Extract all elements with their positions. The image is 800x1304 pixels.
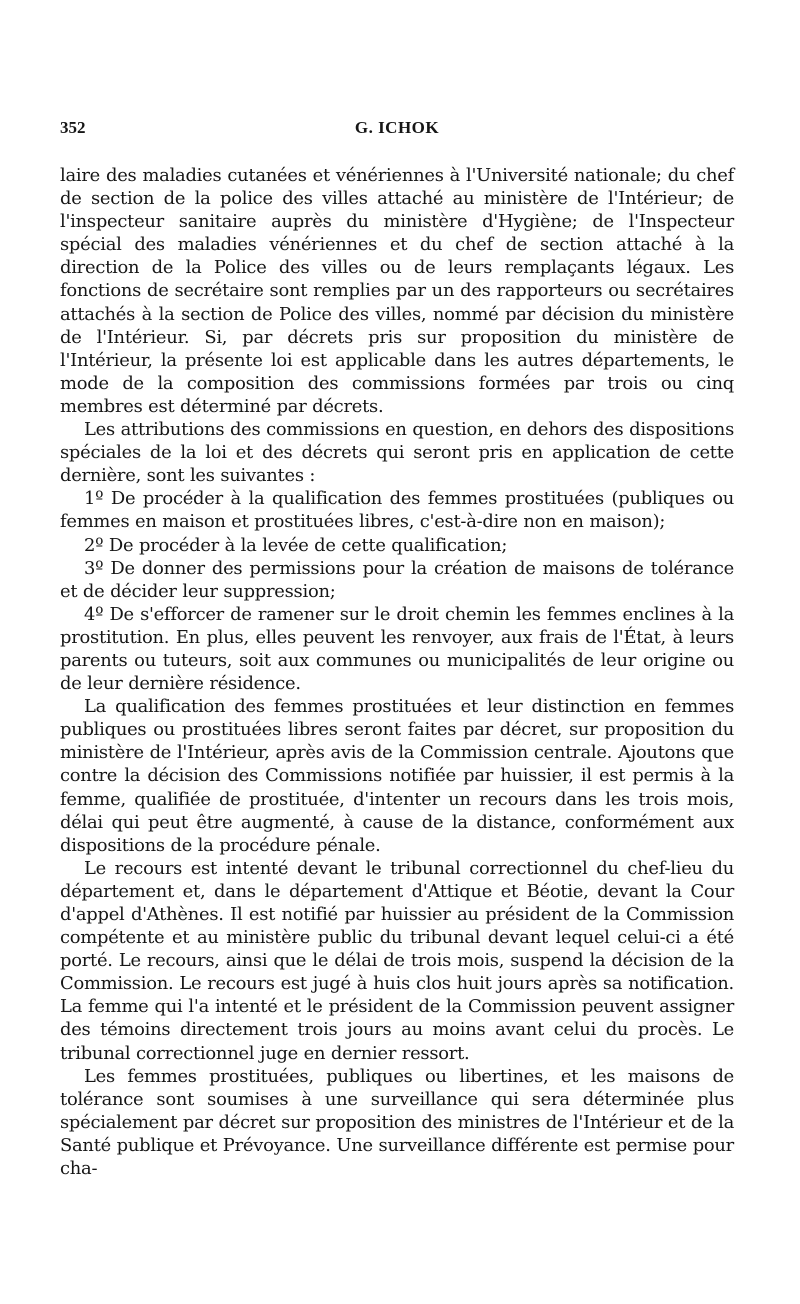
running-title: G. ICHOK xyxy=(354,118,440,137)
paragraph-item-2: 2º De procéder à la levée de cette qualification; xyxy=(84,534,508,556)
paragraph-item-1: 1º De procéder à la qualification des femmes prostituées (publiques ou femmes en maison et prostituées libres, c'est-à-dire non en maison); xyxy=(60,488,734,533)
page-number: 352 xyxy=(60,118,86,137)
paragraph-recours: Le recours est intenté devant le tribunal correctionnel du chef-lieu du département et, dans le département d'Attique et Béotie, devant la Cour d'appel d'Athènes. Il est notifié par huissier au président de la Commission compétente et au ministère public du tribunal devant lequel celui-ci a été porté. Le recours, ainsi que le délai de trois mois, suspend la décision de la Commission. Le recours est jugé à huis clos huit jours après sa notification. La femme qui l'a intenté et le président de la Commission peuvent assigner des témoins directement trois jours au moins avant celui du procès. Le tribunal correctionnel juge en dernier ressort. xyxy=(60,857,734,1064)
paragraph-continuation: laire des maladies cutanées et vénériennes à l'Université nationale; du chef de section de la police des villes attaché au ministère de l'Intérieur; de l'inspecteur sanitaire auprès du ministère d'Hygiène; de l'Inspecteur spécial des maladies vénériennes et du chef de section attaché à la direction de la Police des villes ou de leurs remplaçants légaux. Les fonctions de secrétaire sont remplies par un des rapporteurs ou secrétaires attachés à la section de Police des villes, nommé par décision du ministère de l'Intérieur. Si, par décrets pris sur proposition du ministère de l'Intérieur, la présente loi est applicable dans les autres départements, le mode de la composition des commissions formées par trois ou cinq membres est déterminé par décrets. xyxy=(60,165,734,417)
paragraph-surveillance: Les femmes prostituées, publiques ou libertines, et les maisons de tolérance sont soumises à une surveillance qui sera déterminée plus spécialement par décret sur proposition des ministres de l'Intérieur et de la Santé publique et Prévoyance. Une surveillance différente est permise pour cha- xyxy=(60,1065,734,1180)
paragraph-attributions: Les attributions des commissions en question, en dehors des dispositions spéciales de la loi et des décrets qui seront pris en application de cette dernière, sont les suivantes : xyxy=(60,419,734,487)
page-header xyxy=(60,118,734,144)
paragraph-qualification: La qualification des femmes prostituées et leur distinction en femmes publiques ou prostituées libres seront faites par décret, sur proposition du ministère de l'Intérieur, après avis de la Commission centrale. Ajoutons que contre la décision des Commissions notifiée par huissier, il est permis à la femme, qualifiée de prostituée, d'intenter un recours dans les trois mois, délai qui peut être augmenté, à cause de la distance, conformément aux dispositions de la procédure pénale. xyxy=(60,696,734,856)
body-text xyxy=(60,164,734,1180)
paragraph-item-4: 4º De s'efforcer de ramener sur le droit chemin les femmes enclines à la prostitution. En plus, elles peuvent les renvoyer, aux frais de l'État, à leurs parents ou tuteurs, soit aux communes ou municipalités de leur origine ou de leur dernière résidence. xyxy=(60,603,734,695)
paragraph-item-3: 3º De donner des permissions pour la création de maisons de tolérance et de décider leur suppression; xyxy=(60,557,734,602)
